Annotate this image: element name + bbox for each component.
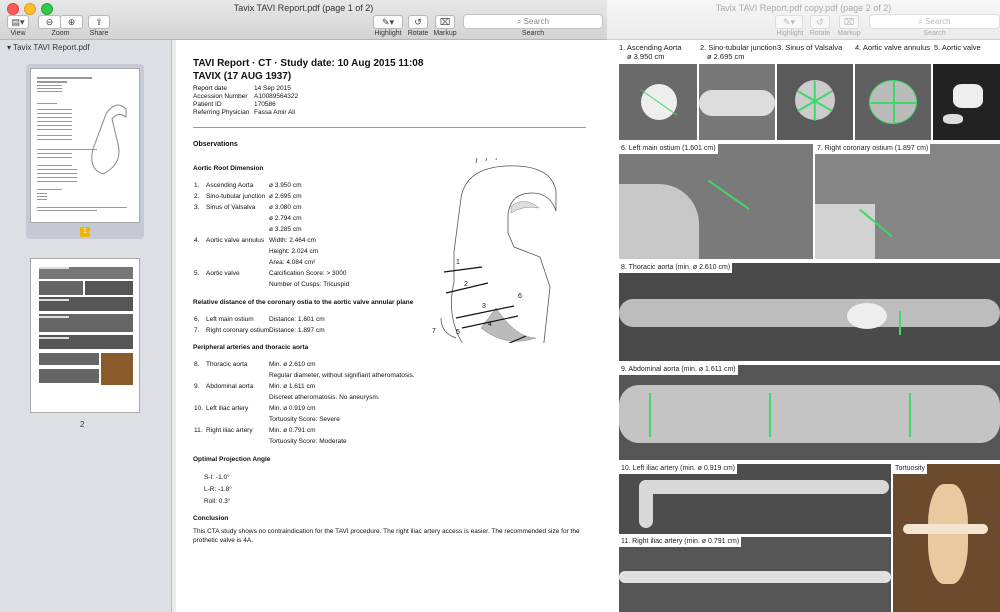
diagram-label: 7 — [432, 328, 436, 335]
meta-value: A10089564322 — [254, 93, 299, 100]
current-page-badge: 1 — [80, 227, 90, 237]
item-label: Abdominal aorta — [206, 383, 254, 390]
conclusion-text: prothetic valve is 4A. — [193, 537, 253, 544]
thoracic-aorta-image — [619, 263, 1000, 361]
image-caption: 1. Ascending Aorta — [619, 43, 682, 52]
item-value: Distance: 1.897 cm — [269, 327, 325, 334]
item-label: Ascending Aorta — [206, 182, 254, 189]
item-value: Regular diameter, without signifiant atheromatosis. — [269, 372, 415, 379]
item-value: ø 3.950 cm — [269, 182, 302, 189]
left-iliac-image — [619, 464, 891, 534]
abdominal-aorta-image — [619, 365, 1000, 460]
item-value: Min. ø 0.791 cm — [269, 427, 316, 434]
projection-value: L-R: -1.8° — [204, 486, 232, 493]
toolbox-icon: ⌧ — [843, 17, 855, 27]
item-number: 6. — [194, 316, 200, 323]
item-number: 8. — [194, 361, 200, 368]
image-caption: 10. Left iliac artery (min. ø 0.919 cm) — [621, 465, 735, 472]
diagram-label: 4 — [488, 321, 492, 328]
image-caption: 4. Aortic valve annulus — [855, 43, 931, 52]
projection-heading: Optimal Projection Angle — [193, 456, 271, 463]
item-value: Distance: 1.601 cm — [269, 316, 325, 323]
diagram-label: 1 — [456, 259, 460, 266]
item-value: Calcification Score: > 3000 — [269, 270, 347, 277]
meta-key: Referring Physician — [193, 109, 250, 116]
share-label: Share — [89, 30, 109, 37]
rotate-label: Rotate — [809, 30, 831, 37]
item-number: 1. — [194, 182, 200, 189]
aortic-valve-image — [933, 64, 1000, 140]
markup-label: Markup — [433, 30, 457, 37]
page-2-view — [607, 40, 1000, 612]
right-iliac-image — [619, 537, 891, 612]
annulus-image — [855, 64, 931, 140]
diagram-label: 5 — [456, 329, 460, 336]
coronary-heading: Relative distance of the coronary ostia to the aortic valve annular plane — [193, 299, 414, 306]
item-value: Tortuosity Score: Moderate — [269, 438, 347, 445]
image-caption: 6. Left main ostium (1.601 cm) — [621, 145, 716, 152]
page-2-label: 2 — [80, 420, 85, 429]
conclusion-text: This CTA study shows no contraindication for the TAVI procedure. The right iliac artery access is easier. The recommended size for the — [193, 528, 580, 535]
item-number: 7. — [194, 327, 200, 334]
image-caption: 11. Right iliac artery (min. ø 0.791 cm) — [621, 538, 740, 545]
report-page — [176, 40, 607, 612]
diagram-label: 6 — [518, 293, 522, 300]
sino-tubular-image — [699, 64, 775, 140]
image-caption: 2. Sino-tubular junction — [700, 43, 777, 52]
item-number: 2. — [194, 193, 200, 200]
image-caption: 7. Right coronary ostium (1.897 cm) — [817, 145, 929, 152]
zoom-out-button[interactable] — [38, 15, 61, 29]
peripheral-heading: Peripheral arteries and thoracic aorta — [193, 344, 309, 351]
meta-key: Patient ID — [193, 101, 222, 108]
rotate-label: Rotate — [407, 30, 429, 37]
item-value: Min. ø 1.611 cm — [269, 383, 316, 390]
meta-value: Fassa Amir Ali — [254, 109, 296, 116]
markup-button[interactable] — [435, 15, 455, 29]
page-2-thumbnail[interactable] — [30, 258, 140, 413]
sidebar-icon: ▤▾ — [11, 17, 25, 27]
zoom-label: Zoom — [51, 30, 70, 37]
item-label: Sino-tubular junction — [206, 193, 266, 200]
image-caption: 9. Abdominal aorta (min. ø 1.611 cm) — [621, 366, 736, 373]
markup-label: Markup — [837, 30, 861, 37]
aortic-root-heading: Aortic Root Dimension — [193, 165, 264, 172]
window-title: Tavix TAVI Report.pdf copy.pdf (page 2 of 2) — [715, 3, 892, 13]
search-label: Search — [521, 30, 545, 37]
image-caption: 3. Sinus of Valsalva — [777, 43, 843, 52]
item-value: Min. ø 2.610 cm — [269, 361, 316, 368]
item-value: ø 3.285 cm — [269, 226, 302, 233]
highlight-label: Highlight — [776, 30, 804, 37]
divider — [193, 127, 586, 128]
rotate-icon: ↺ — [414, 17, 422, 27]
view-label: View — [10, 30, 26, 37]
search-placeholder: Search — [523, 17, 550, 26]
meta-value: 170586 — [254, 101, 276, 108]
rotate-button[interactable] — [408, 15, 428, 29]
image-caption: ø 3.950 cm — [627, 52, 665, 61]
ascending-aorta-image — [619, 64, 697, 140]
search-icon: ⌕ — [516, 17, 524, 26]
item-value: ø 2.695 cm — [269, 193, 302, 200]
patient-name: TAVIX (17 AUG 1937) — [193, 71, 292, 82]
item-label: Right coronary ostium — [206, 327, 270, 334]
image-caption: 8. Thoracic aorta (min. ø 2.610 cm) — [621, 264, 731, 271]
item-label: Thoracic aorta — [206, 361, 248, 368]
zoom-in-button[interactable] — [60, 15, 83, 29]
item-value: Area: 4.084 cm² — [269, 259, 316, 266]
item-label: Left main ostium — [206, 316, 254, 323]
highlight-button[interactable] — [373, 15, 403, 29]
preview-window-copy — [607, 0, 1000, 612]
disclosure-triangle-icon: ▾ — [7, 43, 14, 52]
heart-diagram — [426, 158, 576, 343]
right-coronary-ostium-image — [815, 144, 1000, 259]
item-label: Left iliac artery — [206, 405, 249, 412]
item-label: Sinus of Valsalva — [206, 204, 256, 211]
item-label: Aortic valve — [206, 270, 240, 277]
image-caption: ø 2.695 cm — [707, 52, 745, 61]
title-bar[interactable] — [0, 0, 607, 40]
meta-key: Report date — [193, 85, 227, 92]
share-button[interactable] — [88, 15, 110, 29]
zoom-in-icon: ⊕ — [67, 17, 76, 27]
search-input[interactable] — [869, 14, 1000, 29]
sidebar-document[interactable] — [7, 43, 90, 52]
page-1-thumbnail-preview — [31, 69, 140, 223]
item-value: ø 2.794 cm — [269, 215, 302, 222]
diagram-label: 2 — [464, 281, 468, 288]
search-input[interactable] — [463, 14, 603, 29]
rotate-icon: ↺ — [816, 17, 824, 27]
page-2-thumbnail-preview — [31, 259, 140, 413]
markup-button[interactable] — [839, 15, 859, 29]
thumbnail-sidebar — [0, 40, 172, 612]
report-title: TAVI Report · CT · Study date: 10 Aug 2015 11:08 — [193, 58, 424, 69]
item-label: Right iliac artery — [206, 427, 253, 434]
meta-key: Accession Number — [193, 93, 248, 100]
search-placeholder: Search — [925, 17, 951, 26]
observations-heading: Observations — [193, 141, 238, 148]
page-1-thumbnail[interactable] — [30, 68, 140, 223]
meta-value: 14 Sep 2015 — [254, 85, 291, 92]
sinus-valsalva-image — [777, 64, 853, 140]
diagram-label: 3 — [482, 303, 486, 310]
image-caption: 5. Aortic valve — [934, 43, 981, 52]
highlight-label: Highlight — [374, 30, 402, 37]
zoom-out-icon: ⊖ — [45, 17, 54, 27]
item-label: Aortic valve annulus — [206, 237, 265, 244]
item-number: 4. — [194, 237, 200, 244]
title-bar[interactable] — [607, 0, 1000, 40]
item-number: 5. — [194, 270, 200, 277]
tortuosity-3d-image — [893, 464, 1000, 612]
rotate-button[interactable] — [810, 15, 830, 29]
item-value: Width: 2.464 cm — [269, 237, 316, 244]
projection-value: S-I: -1.0° — [204, 474, 230, 481]
search-label: Search — [923, 30, 946, 37]
search-icon: ⌕ — [918, 17, 926, 26]
item-value: Number of Cusps: Tricuspid — [269, 281, 350, 288]
item-value: Discreet atheromatosis. No aneurysm. — [269, 394, 380, 401]
item-number: 11. — [194, 427, 203, 434]
image-caption: Tortuosity — [895, 465, 925, 472]
item-number: 9. — [194, 383, 200, 390]
item-number: 10. — [194, 405, 204, 412]
conclusion-heading: Conclusion — [193, 515, 229, 522]
toolbox-icon: ⌧ — [439, 17, 451, 27]
highlighter-icon: ✎▾ — [381, 17, 395, 27]
item-value: Height: 2.024 cm — [269, 248, 319, 255]
item-value: Tortuosity Score: Severe — [269, 416, 340, 423]
item-value: ø 3.080 cm — [269, 204, 302, 211]
sidebar-title: Tavix TAVI Report.pdf — [13, 43, 90, 52]
item-value: Min. ø 0.919 cm — [269, 405, 316, 412]
view-button[interactable] — [7, 15, 29, 29]
share-icon: ⇪ — [95, 17, 103, 27]
left-main-ostium-image — [619, 144, 813, 259]
projection-value: Roll: 0.3° — [204, 498, 231, 505]
window-title: Tavix TAVI Report.pdf (page 1 of 2) — [233, 3, 374, 13]
highlighter-icon: ✎▾ — [782, 17, 796, 27]
item-number: 3. — [194, 204, 200, 211]
highlight-button[interactable] — [775, 15, 803, 29]
